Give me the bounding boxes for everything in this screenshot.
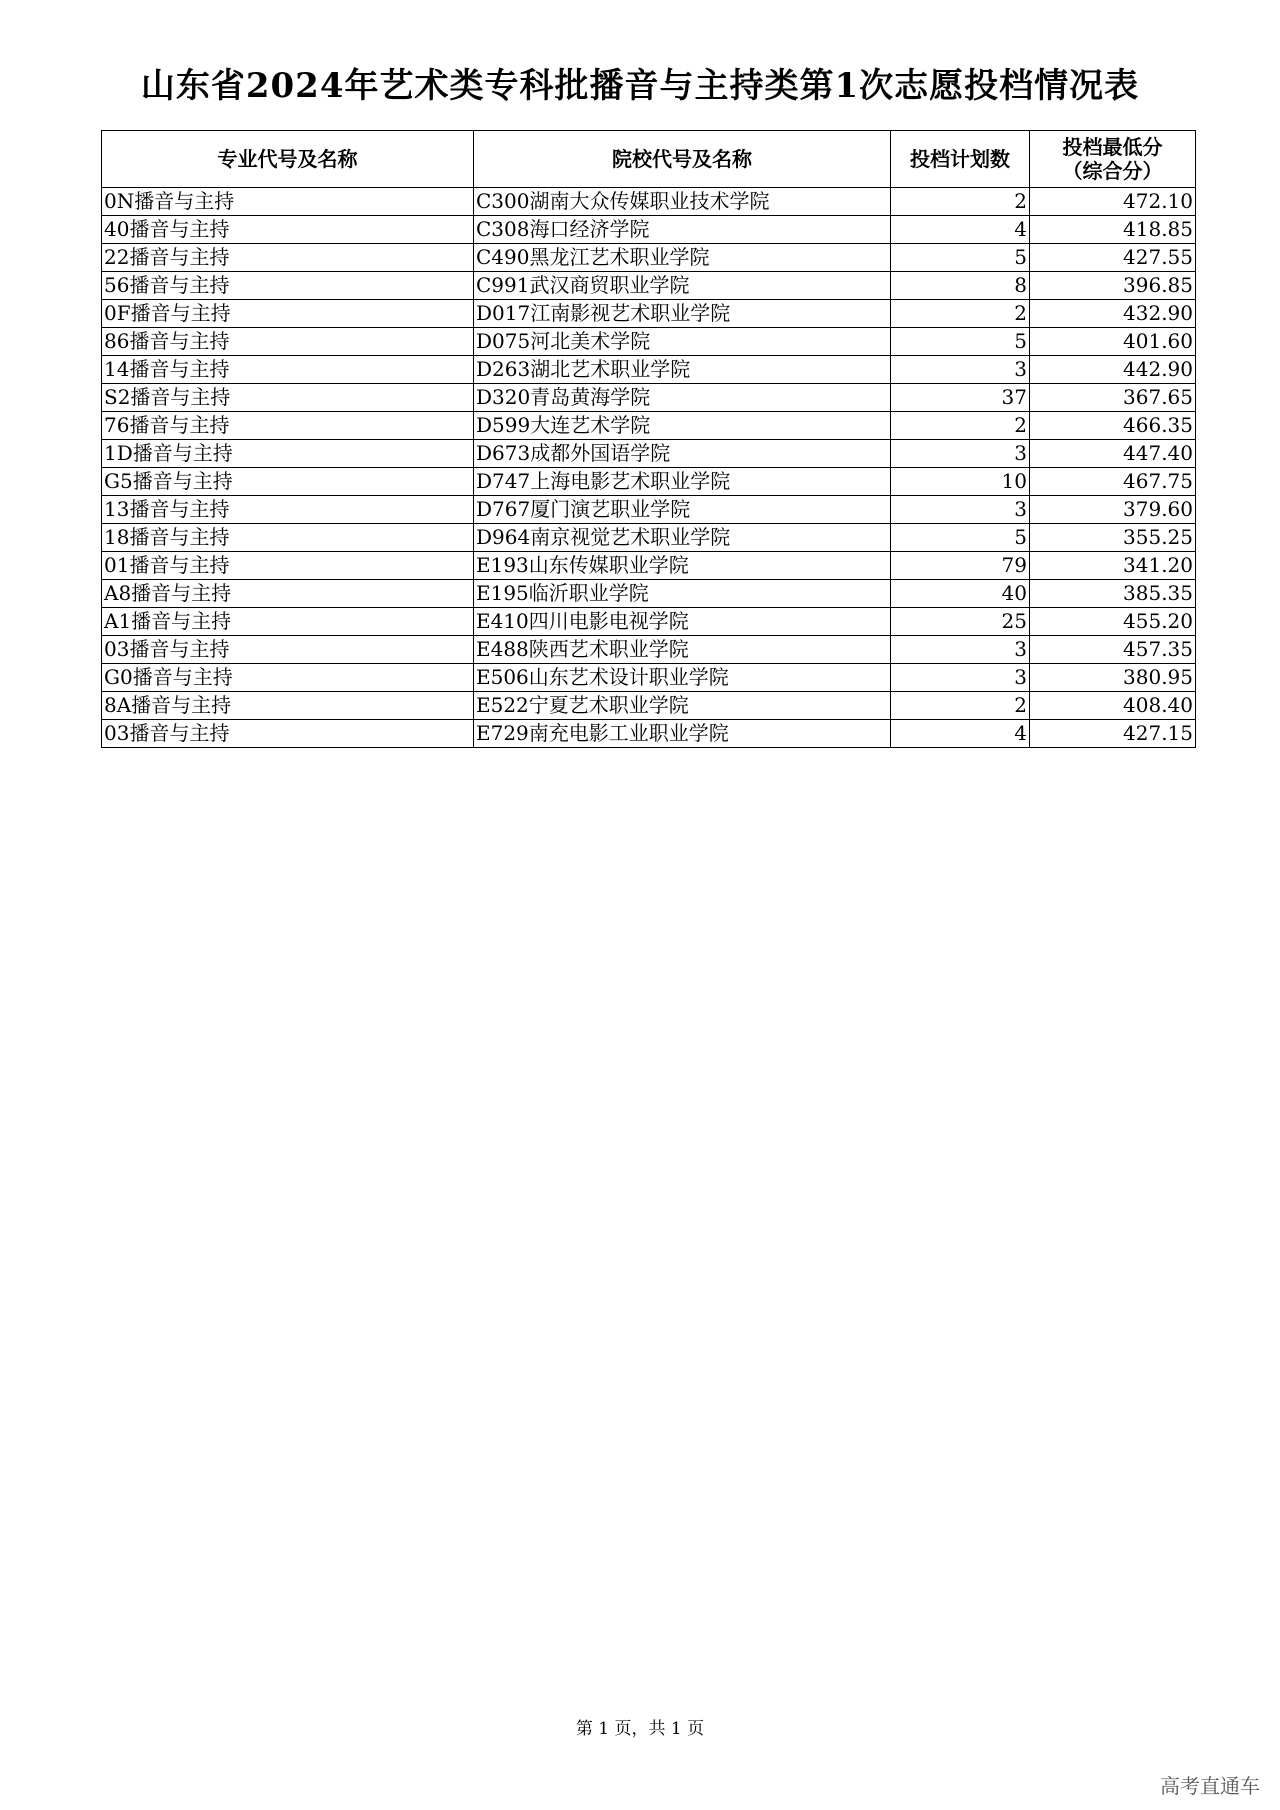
cell-score: 341.20 <box>1030 552 1196 580</box>
header-plan: 投档计划数 <box>891 131 1030 188</box>
cell-school: D767厦门演艺职业学院 <box>474 496 891 524</box>
cell-major: 8A播音与主持 <box>102 692 474 720</box>
table-row <box>102 580 1196 608</box>
table-row <box>102 468 1196 496</box>
table-row <box>102 328 1196 356</box>
cell-plan: 4 <box>891 216 1030 244</box>
cell-major: 14播音与主持 <box>102 356 474 384</box>
cell-plan: 3 <box>891 636 1030 664</box>
header-school: 院校代号及名称 <box>474 131 891 188</box>
cell-score: 455.20 <box>1030 608 1196 636</box>
cell-score: 427.15 <box>1030 720 1196 748</box>
cell-score: 380.95 <box>1030 664 1196 692</box>
cell-major: 18播音与主持 <box>102 524 474 552</box>
cell-school: E488陕西艺术职业学院 <box>474 636 891 664</box>
table-row <box>102 720 1196 748</box>
table-row <box>102 300 1196 328</box>
header-score <box>1030 131 1196 188</box>
cell-score: 442.90 <box>1030 356 1196 384</box>
cell-plan: 2 <box>891 412 1030 440</box>
cell-plan: 2 <box>891 188 1030 216</box>
cell-score: 472.10 <box>1030 188 1196 216</box>
cell-score: 467.75 <box>1030 468 1196 496</box>
cell-school: E193山东传媒职业学院 <box>474 552 891 580</box>
cell-plan: 4 <box>891 720 1030 748</box>
cell-school: D263湖北艺术职业学院 <box>474 356 891 384</box>
cell-score: 367.65 <box>1030 384 1196 412</box>
cell-school: C308海口经济学院 <box>474 216 891 244</box>
watermark: 高考直通车 <box>1160 1774 1260 1798</box>
cell-school: D673成都外国语学院 <box>474 440 891 468</box>
cell-major: G0播音与主持 <box>102 664 474 692</box>
cell-major: 22播音与主持 <box>102 244 474 272</box>
cell-score: 418.85 <box>1030 216 1196 244</box>
cell-major: 56播音与主持 <box>102 272 474 300</box>
cell-score: 427.55 <box>1030 244 1196 272</box>
cell-plan: 2 <box>891 692 1030 720</box>
cell-major: 03播音与主持 <box>102 720 474 748</box>
cell-major: G5播音与主持 <box>102 468 474 496</box>
cell-plan: 3 <box>891 664 1030 692</box>
table-row <box>102 440 1196 468</box>
cell-plan: 3 <box>891 356 1030 384</box>
cell-major: 1D播音与主持 <box>102 440 474 468</box>
page-footer: 第 1 页，共 1 页 <box>575 1719 705 1739</box>
cell-major: S2播音与主持 <box>102 384 474 412</box>
cell-plan: 3 <box>891 440 1030 468</box>
cell-plan: 8 <box>891 272 1030 300</box>
cell-plan: 79 <box>891 552 1030 580</box>
table-row <box>102 692 1196 720</box>
cell-score: 408.40 <box>1030 692 1196 720</box>
header-major: 专业代号及名称 <box>102 131 474 188</box>
cell-school: C991武汉商贸职业学院 <box>474 272 891 300</box>
cell-school: E195临沂职业学院 <box>474 580 891 608</box>
cell-school: D075河北美术学院 <box>474 328 891 356</box>
cell-score: 355.25 <box>1030 524 1196 552</box>
cell-school: E410四川电影电视学院 <box>474 608 891 636</box>
cell-school: E506山东艺术设计职业学院 <box>474 664 891 692</box>
cell-school: D017江南影视艺术职业学院 <box>474 300 891 328</box>
cell-score: 396.85 <box>1030 272 1196 300</box>
table-header-row <box>102 131 1196 188</box>
cell-score: 432.90 <box>1030 300 1196 328</box>
cell-major: 40播音与主持 <box>102 216 474 244</box>
table-body <box>102 188 1196 748</box>
cell-major: 76播音与主持 <box>102 412 474 440</box>
cell-plan: 25 <box>891 608 1030 636</box>
cell-school: C490黑龙江艺术职业学院 <box>474 244 891 272</box>
cell-score: 466.35 <box>1030 412 1196 440</box>
table-row <box>102 552 1196 580</box>
cell-major: 0F播音与主持 <box>102 300 474 328</box>
cell-score: 385.35 <box>1030 580 1196 608</box>
cell-major: A8播音与主持 <box>102 580 474 608</box>
cell-plan: 10 <box>891 468 1030 496</box>
cell-major: 86播音与主持 <box>102 328 474 356</box>
cell-school: C300湖南大众传媒职业技术学院 <box>474 188 891 216</box>
table-row <box>102 636 1196 664</box>
cell-score: 379.60 <box>1030 496 1196 524</box>
table-row <box>102 244 1196 272</box>
cell-school: E522宁夏艺术职业学院 <box>474 692 891 720</box>
admission-table <box>101 130 1196 748</box>
cell-school: D964南京视觉艺术职业学院 <box>474 524 891 552</box>
table-row <box>102 524 1196 552</box>
cell-major: 0N播音与主持 <box>102 188 474 216</box>
table-row <box>102 608 1196 636</box>
cell-score: 457.35 <box>1030 636 1196 664</box>
header-score-line2: （综合分） <box>1062 159 1163 183</box>
table-row <box>102 496 1196 524</box>
table-row <box>102 664 1196 692</box>
cell-plan: 40 <box>891 580 1030 608</box>
cell-school: E729南充电影工业职业学院 <box>474 720 891 748</box>
cell-score: 401.60 <box>1030 328 1196 356</box>
cell-major: 01播音与主持 <box>102 552 474 580</box>
cell-major: A1播音与主持 <box>102 608 474 636</box>
table-row <box>102 356 1196 384</box>
cell-school: D599大连艺术学院 <box>474 412 891 440</box>
cell-plan: 2 <box>891 300 1030 328</box>
cell-plan: 5 <box>891 524 1030 552</box>
cell-major: 03播音与主持 <box>102 636 474 664</box>
cell-school: D320青岛黄海学院 <box>474 384 891 412</box>
cell-plan: 5 <box>891 328 1030 356</box>
cell-plan: 3 <box>891 496 1030 524</box>
table-row <box>102 384 1196 412</box>
table-row <box>102 412 1196 440</box>
cell-score: 447.40 <box>1030 440 1196 468</box>
cell-major: 13播音与主持 <box>102 496 474 524</box>
cell-plan: 5 <box>891 244 1030 272</box>
table-row <box>102 188 1196 216</box>
cell-school: D747上海电影艺术职业学院 <box>474 468 891 496</box>
cell-plan: 37 <box>891 384 1030 412</box>
table-row <box>102 272 1196 300</box>
page-title: 山东省2024年艺术类专科批播音与主持类第1次志愿投档情况表 <box>140 66 1140 106</box>
header-score-line1: 投档最低分 <box>1062 135 1163 159</box>
table-row <box>102 216 1196 244</box>
